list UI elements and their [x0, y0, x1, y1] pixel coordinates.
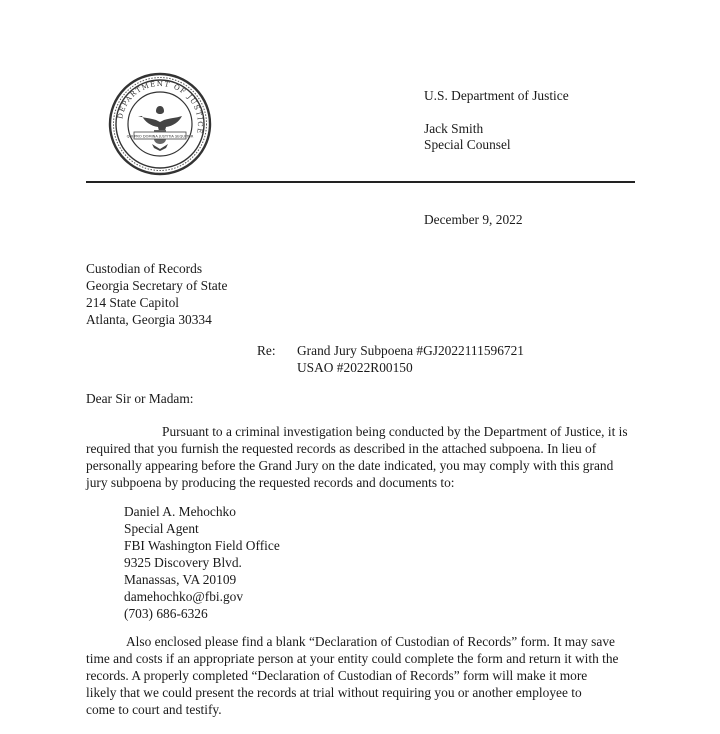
re-line: USAO #2022R00150	[297, 360, 413, 375]
paragraph-line: time and costs if an appropriate person at your entity could complete the form and return it with the	[86, 651, 619, 666]
department-name: U.S. Department of Justice	[424, 88, 569, 103]
contact-email: damehochko@fbi.gov	[124, 589, 244, 604]
recipient-line: Atlanta, Georgia 30334	[86, 312, 212, 327]
contact-title: Special Agent	[124, 521, 199, 536]
counsel-name: Jack Smith	[424, 121, 484, 136]
paragraph-line: likely that we could present the records at trial without requiring you or another employee to	[86, 685, 582, 700]
re-reference	[297, 342, 524, 376]
paragraph-line: records. A properly completed “Declaration of Custodian of Records” form will make it more	[86, 668, 588, 683]
doj-seal	[108, 72, 212, 176]
paragraph-line: Pursuant to a criminal investigation being conducted by the Department of Justice, it is	[162, 424, 628, 439]
seal-ring-text: DEPARTMENT OF JUSTICE	[116, 79, 205, 136]
contact-block	[124, 503, 280, 622]
recipient-line: Custodian of Records	[86, 261, 203, 276]
seal-icon	[108, 72, 212, 176]
paragraph-line: personally appearing before the Grand Jury on the date indicated, you may comply with this grand	[86, 458, 614, 473]
paragraph-2	[86, 633, 635, 718]
salutation: Dear Sir or Madam:	[86, 391, 194, 406]
contact-name: Daniel A. Mehochko	[124, 504, 236, 519]
recipient-address	[86, 260, 227, 328]
contact-city: Manassas, VA 20109	[124, 572, 237, 587]
recipient-line: Georgia Secretary of State	[86, 278, 228, 293]
re-label: Re:	[257, 343, 276, 358]
contact-phone: (703) 686-6326	[124, 606, 208, 621]
paragraph-line: required that you furnish the requested records as described in the attached subpoena. In lieu of	[86, 441, 597, 456]
paragraph-line: jury subpoena by producing the requested records and documents to:	[86, 475, 455, 490]
contact-street: 9325 Discovery Blvd.	[124, 555, 242, 570]
counsel-title: Special Counsel	[424, 137, 511, 152]
paragraph-line: Also enclosed please find a blank “Declaration of Custodian of Records” form. It may save	[126, 634, 615, 649]
header-divider	[86, 181, 635, 183]
paragraph-1	[86, 423, 635, 491]
contact-office: FBI Washington Field Office	[124, 538, 280, 553]
re-line: Grand Jury Subpoena #GJ2022111596721	[297, 343, 524, 358]
recipient-line: 214 State Capitol	[86, 295, 179, 310]
letter-date: December 9, 2022	[424, 212, 523, 227]
seal-banner-text: QUI PRO DOMINA JUSTITIA SEQUITUR	[126, 134, 194, 139]
paragraph-line: come to court and testify.	[86, 702, 222, 717]
